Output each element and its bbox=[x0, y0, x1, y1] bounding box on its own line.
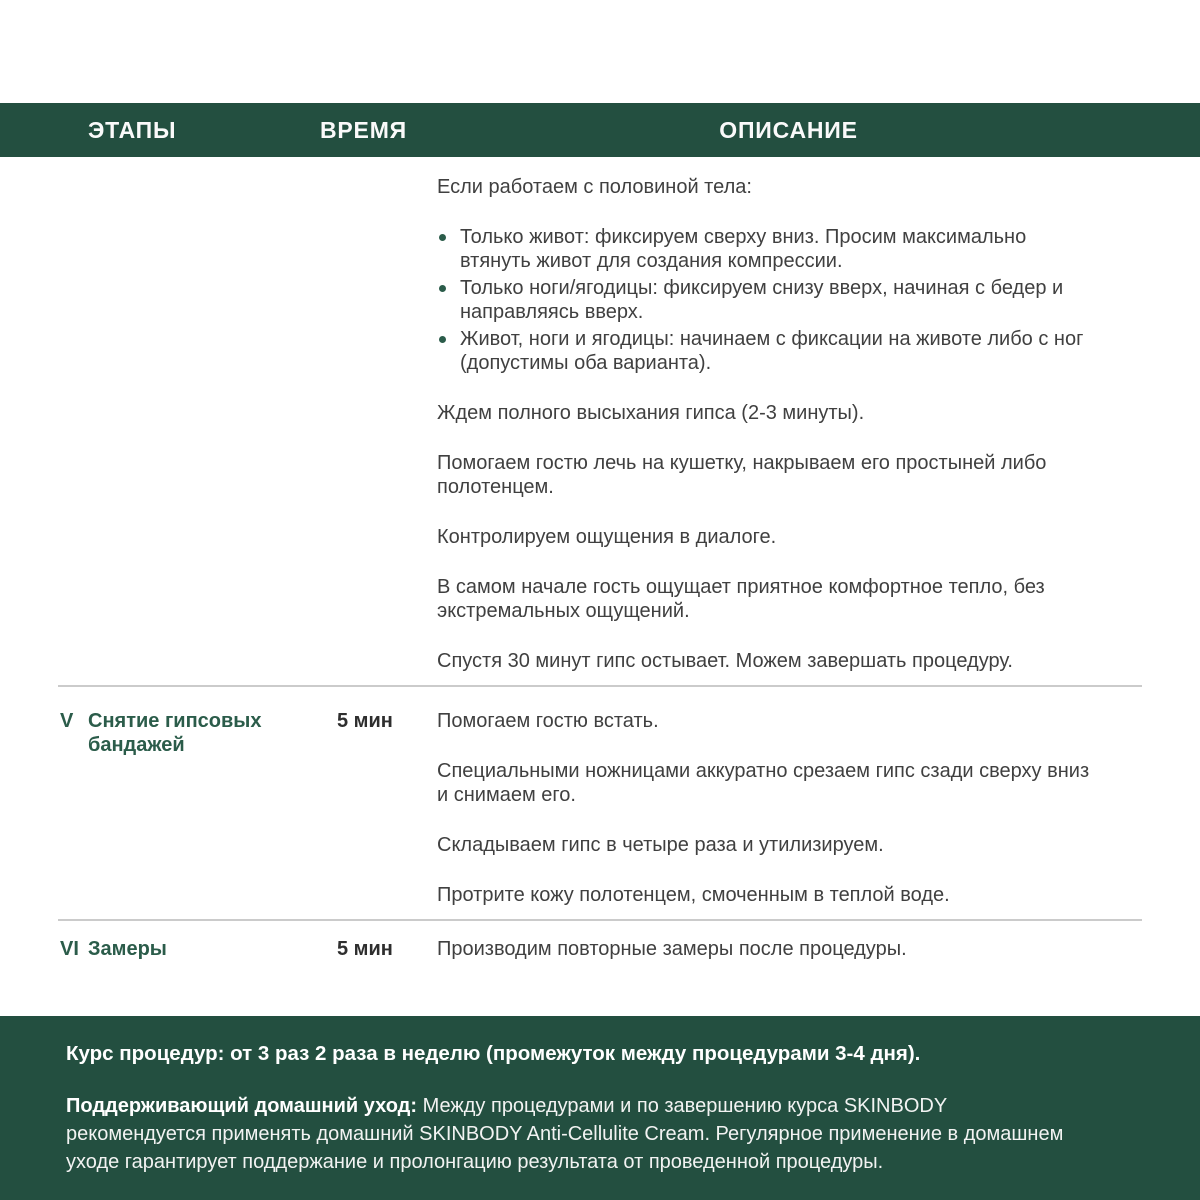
description-paragraph: Помогаем гостю встать. bbox=[437, 710, 659, 732]
description-paragraph: Ждем полного высыхания гипса (2-3 минуты). bbox=[437, 402, 865, 424]
table-header bbox=[0, 103, 1200, 157]
description-intro: Если работаем с половиной тела: bbox=[437, 176, 752, 198]
table-row-continuation bbox=[0, 157, 1200, 685]
bullet-item: Живот, ноги и ягодицы: начинаем с фиксации на животе либо с ног (допустимы оба варианта). bbox=[437, 327, 1097, 375]
stage-numeral: V bbox=[60, 710, 74, 732]
description-paragraph: Протрите кожу полотенцем, смоченным в теплой воде. bbox=[437, 884, 950, 906]
stage-name bbox=[88, 175, 293, 673]
bullet-item: Только живот: фиксируем сверху вниз. Просим максимально втянуть живот для создания компрессии. bbox=[437, 225, 1097, 273]
stage-description bbox=[437, 175, 1097, 673]
description-paragraph: В самом начале гость ощущает приятное комфортное тепло, без экстремальных ощущений. bbox=[437, 576, 1045, 622]
description-paragraph: Спустя 30 минут гипс остывает. Можем завершать процедуру. bbox=[437, 650, 1013, 672]
stage-description bbox=[437, 937, 1097, 961]
stage-numeral bbox=[60, 175, 88, 673]
stage-numeral: VI bbox=[60, 938, 79, 960]
table-row-vi bbox=[0, 921, 1200, 977]
footer-note bbox=[0, 1016, 1200, 1200]
bullet-item: Только ноги/ягодицы: фиксируем снизу вверх, начиная с бедер и направляясь вверх. bbox=[437, 276, 1097, 324]
description-paragraph: Специальными ножницами аккуратно срезаем гипс сзади сверху вниз и снимаем его. bbox=[437, 760, 1090, 806]
home-care-body: Между процедурами и по завершению курса SKINBODY рекомендуется применять домашний SKINBODY Anti-Cellulite Cream. Регулярное применение в домашнем уходе гарантирует поддержание и пролонгацию результата от проведенной процедуры. bbox=[66, 1095, 1064, 1173]
table-row-v bbox=[0, 687, 1200, 919]
stage-time: 5 мин bbox=[337, 938, 393, 960]
description-paragraph: Складываем гипс в четыре раза и утилизируем. bbox=[437, 834, 884, 856]
description-paragraph: Помогаем гостю лечь на кушетку, накрываем его простыней либо полотенцем. bbox=[437, 452, 1047, 498]
stage-time: 5 мин bbox=[337, 710, 393, 732]
column-header-stages: ЭТАПЫ bbox=[88, 116, 177, 143]
description-paragraph: Контролируем ощущения в диалоге. bbox=[437, 526, 777, 548]
description-bullet-list bbox=[437, 225, 1097, 375]
column-header-description: ОПИСАНИЕ bbox=[719, 116, 858, 143]
home-care-label: Поддерживающий домашний уход: bbox=[66, 1095, 418, 1117]
column-header-time: ВРЕМЯ bbox=[320, 116, 407, 143]
course-schedule-text: Курс процедур: от 3 раз 2 раза в неделю (промежуток между процедурами 3-4 дня). bbox=[66, 1042, 921, 1065]
stage-time bbox=[337, 175, 437, 673]
description-paragraph: Производим повторные замеры после процедуры. bbox=[437, 938, 907, 960]
stage-name: Снятие гипсовых бандажей bbox=[88, 710, 262, 756]
home-care-text bbox=[66, 1092, 1071, 1176]
stage-name: Замеры bbox=[88, 938, 167, 960]
stage-description bbox=[437, 709, 1097, 907]
